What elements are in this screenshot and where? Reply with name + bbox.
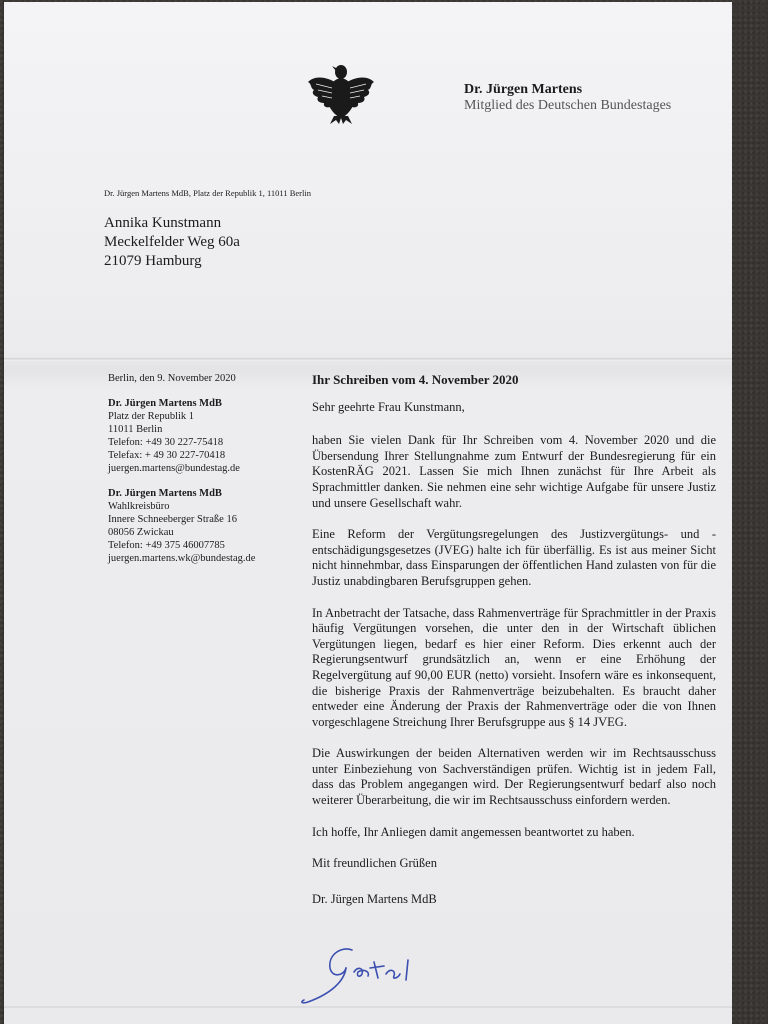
letter-body [312, 372, 716, 907]
body-paragraph: Eine Reform der Vergütungsregelungen des Justizvergütungs- und -entschädigungsgesetzes (JVEG) halte ich für überfällig. Es ist aus meiner Sicht nicht hinnehmbar, dass Einsparungen der öffentlichen Hand zulasten von für die Justiz unabdingbaren Berufsgruppen gehen. [312, 527, 716, 588]
body-paragraph: Ich hoffe, Ihr Anliegen damit angemessen beantwortet zu haben. [312, 824, 635, 839]
office-postal-line: 08056 Zwickau [108, 527, 174, 538]
letterhead-subtitle: Mitglied des Deutschen Bundestages [464, 98, 672, 113]
office-label: Wahlkreisbüro [108, 501, 170, 512]
recipient-street: Meckelfelder Weg 60a [104, 234, 240, 250]
office-email: juergen.martens.wk@bundestag.de [108, 553, 256, 564]
office-title: Dr. Jürgen Martens MdB [108, 398, 222, 409]
paper-fold [4, 358, 732, 361]
body-paragraph: haben Sie vielen Dank für Ihr Schreiben vom 4. November 2020 und die Übersendung Ihrer Stellungnahme zum Entwurf der Bundesregierung für ein KostenRÄG 2021. Lassen Sie mich Ihnen zunächst für Ihre Arbeit als Sprachmittler danken. Sie nehmen eine sehr wichtige Aufgabe für unsere Justiz und unsere Gesellschaft wahr. [312, 433, 716, 510]
body-paragraph: In Anbetracht der Tatsache, dass Rahmenverträge für Sprachmittler in der Praxis häufig Vergütungen vorsehen, die unter den in der Wirtschaft üblichen Vergütungen liegen, bedarf es hier einer Reform. Dies erkennt auch der Regierungsentwurf grundsätzlich an, wenn er eine Erhöhung der Regelvergütung auf 90,00 EUR (netto) vorsieht. Insofern wäre es inkonsequent, die bisherige Praxis der Rahmenverträge beizubehalten. Es braucht daher entweder eine Änderung der Praxis der Rahmenverträge oder die von Ihnen vorgeschlagene Streichung Ihrer Berufsgruppe aus § 14 JVEG. [312, 605, 716, 729]
berlin-office-block [108, 397, 255, 475]
constituency-office-block [108, 487, 255, 565]
letter-paper [4, 2, 732, 1024]
letter-subject: Ihr Schreiben vom 4. November 2020 [312, 372, 519, 387]
recipient-city: 21079 Hamburg [104, 253, 202, 269]
contact-sidebar [108, 372, 255, 577]
recipient-address [104, 214, 240, 271]
letterhead-name: Dr. Jürgen Martens [464, 82, 583, 97]
office-email: juergen.martens@bundestag.de [108, 463, 240, 474]
federal-eagle-icon [306, 60, 376, 124]
letter-salutation: Sehr geehrte Frau Kunstmann, [312, 399, 465, 414]
office-postal-line: 11011 Berlin [108, 424, 163, 435]
letter-signoff: Dr. Jürgen Martens MdB [312, 891, 437, 906]
letter-closing: Mit freundlichen Grüßen [312, 856, 437, 871]
office-phone: Telefon: +49 30 227-75418 [108, 437, 224, 448]
body-paragraph: Die Auswirkungen der beiden Alternativen werden wir im Rechtsausschuss unter Einbeziehung von Sachverständigen prüfen. Wichtig ist in jedem Fall, dass das Problem angegangen wird. Der Regierungsentwurf bedarf also noch weiterer Überarbeitung, die wir im Rechtsausschuss einfordern werden. [312, 746, 716, 808]
recipient-name: Annika Kunstmann [104, 215, 222, 231]
handwritten-signature [294, 932, 464, 1012]
office-address-line: Platz der Republik 1 [108, 411, 195, 422]
office-fax: Telefax: + 49 30 227-70418 [108, 450, 226, 461]
letter-date: Berlin, den 9. November 2020 [108, 373, 236, 384]
office-address-line: Innere Schneeberger Straße 16 [108, 514, 237, 525]
office-title: Dr. Jürgen Martens MdB [108, 488, 222, 499]
office-phone: Telefon: +49 375 46007785 [108, 540, 225, 551]
sender-return-address: Dr. Jürgen Martens MdB, Platz der Republik 1, 11011 Berlin [104, 188, 311, 198]
